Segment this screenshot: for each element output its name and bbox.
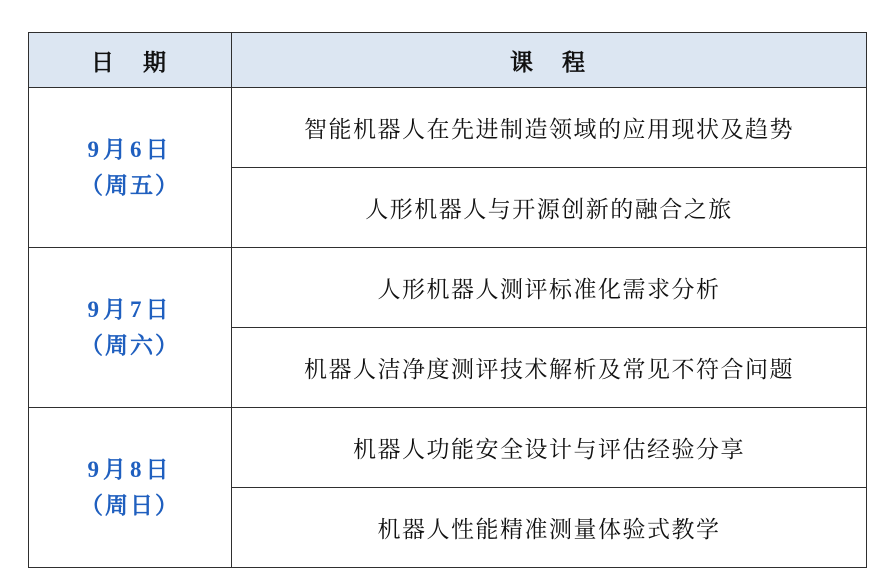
course-cell: 智能机器人在先进制造领域的应用现状及趋势 — [232, 88, 867, 168]
table-row — [29, 408, 867, 488]
date-weekday-label: （周五） — [80, 172, 180, 198]
course-cell: 机器人洁净度测评技术解析及常见不符合问题 — [232, 328, 867, 408]
table-header — [29, 33, 867, 88]
table-row — [29, 248, 867, 328]
table-body — [29, 88, 867, 568]
course-cell: 人形机器人与开源创新的融合之旅 — [232, 168, 867, 248]
date-cell — [29, 248, 232, 408]
table-header-row — [29, 33, 867, 88]
column-header-date: 日 期 — [29, 33, 232, 88]
date-cell — [29, 408, 232, 568]
course-cell: 人形机器人测评标准化需求分析 — [232, 248, 867, 328]
date-main-label: 9月8日 — [87, 456, 173, 482]
date-main-label: 9月7日 — [87, 296, 173, 322]
column-header-course: 课 程 — [232, 33, 867, 88]
date-cell — [29, 88, 232, 248]
table-row — [29, 88, 867, 168]
date-weekday-label: （周六） — [80, 332, 180, 358]
date-weekday-label: （周日） — [80, 492, 180, 518]
date-main-label: 9月6日 — [87, 136, 173, 162]
course-schedule-table — [28, 32, 867, 568]
course-cell: 机器人性能精准测量体验式教学 — [232, 488, 867, 568]
course-cell: 机器人功能安全设计与评估经验分享 — [232, 408, 867, 488]
